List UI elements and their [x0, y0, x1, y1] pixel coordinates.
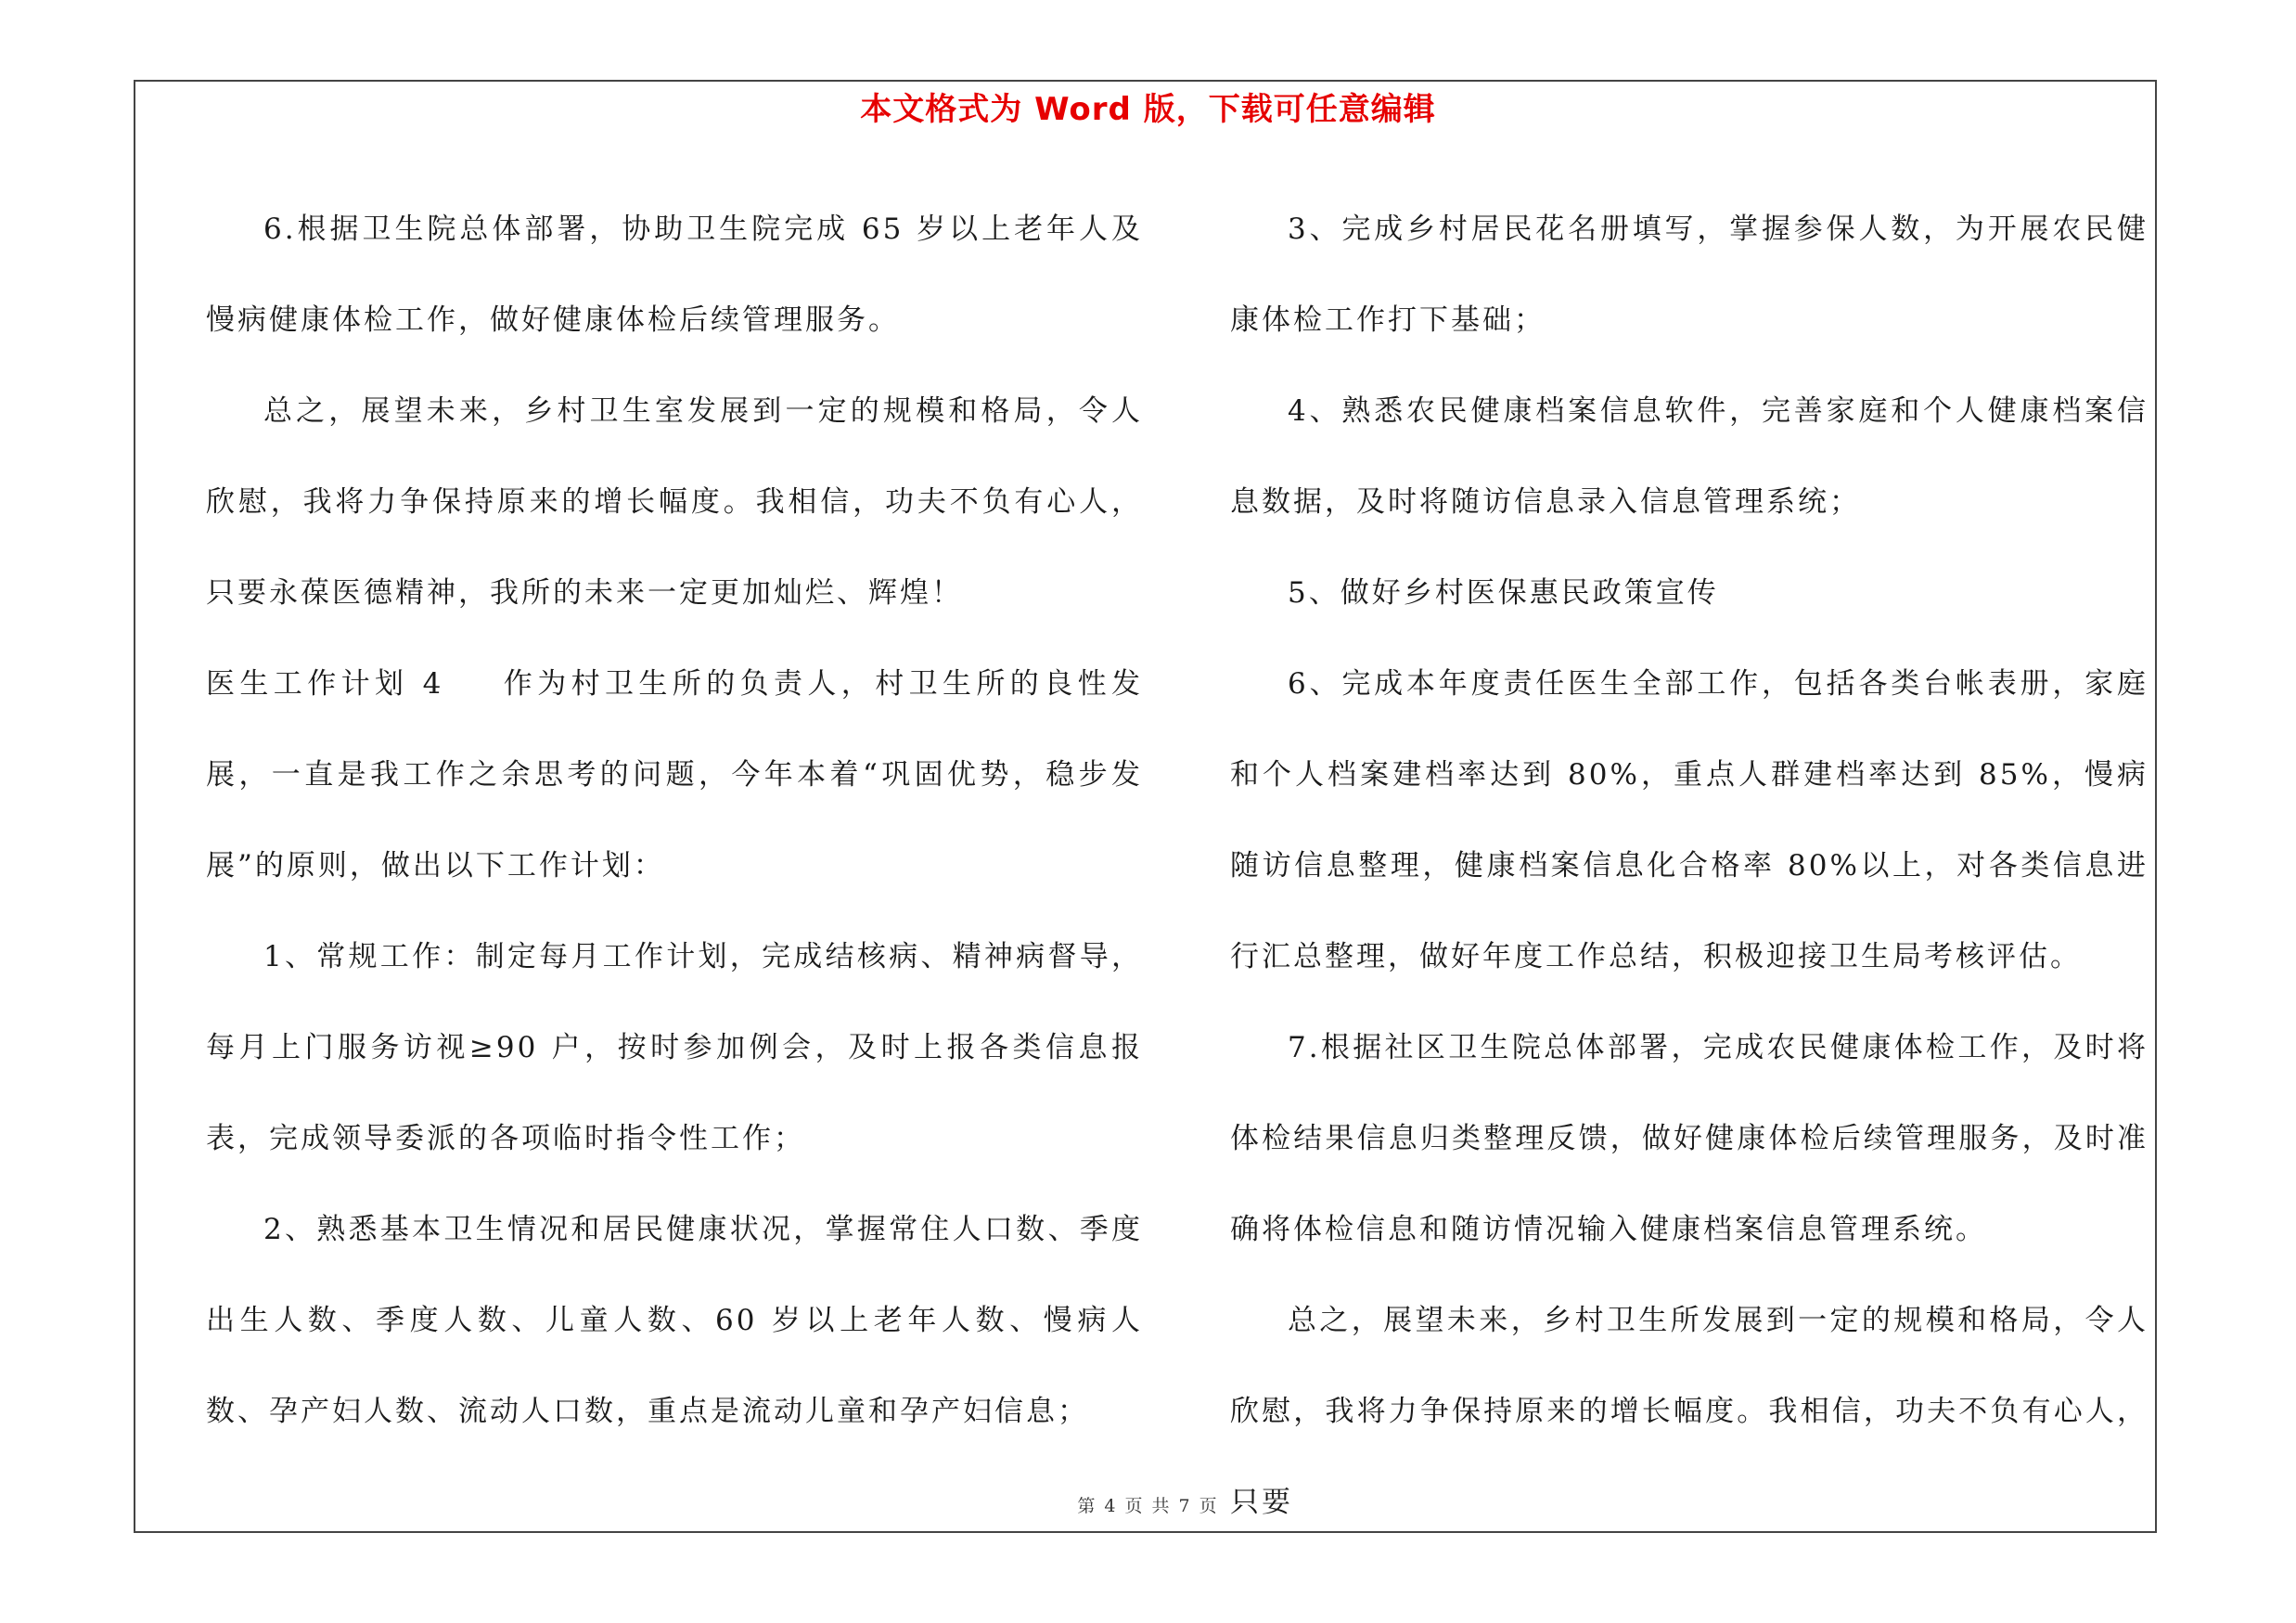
section-heading: 医生工作计划 4	[206, 667, 444, 701]
paragraph: 总之，展望未来，乡村卫生室发展到一定的规模和格局，令人欣慰，我将力争保持原来的增长幅度。我相信，功夫不负有心人，只要永葆医德精神，我所的未来一定更加灿烂、辉煌！	[206, 394, 1143, 610]
paragraph-with-heading	[206, 638, 1143, 911]
paragraph: 5、做好乡村医保惠民政策宣传	[1288, 576, 1719, 610]
format-banner: 本文格式为 Word 版，下载可任意编辑	[860, 91, 1436, 128]
paragraph: 6.根据卫生院总体部署，协助卫生院完成 65 岁以上老年人及慢病健康体检工作，做好健康体检后续管理服务。	[206, 213, 1143, 337]
paragraph: 4、熟悉农民健康档案信息软件，完善家庭和个人健康档案信息数据，及时将随访信息录入信息管理系统；	[1230, 394, 2148, 519]
paragraph: 6、完成本年度责任医生全部工作，包括各类台帐表册，家庭和个人档案建档率达到 80%，重点人群建档率达到 85%，慢病随访信息整理，健康档案信息化合格率 80%以上，对各类信息进行汇总整理，做好年度工作总结，积极迎接卫生局考核评估。	[1230, 667, 2148, 973]
right-column	[1230, 184, 2148, 1548]
paragraph-text: 作为村卫生所的负责人，村卫生所的良性发展，一直是我工作之余思考的问题，今年本着“巩固优势，稳步发展”的原则，做出以下工作计划：	[206, 667, 1144, 882]
left-column	[206, 184, 1143, 1457]
paragraph: 总之，展望未来，乡村卫生所发展到一定的规模和格局，令人欣慰，我将力争保持原来的增长幅度。我相信，功夫不负有心人，只要	[1230, 1304, 2148, 1519]
paragraph: 7.根据社区卫生院总体部署，完成农民健康体检工作，及时将体检结果信息归类整理反馈，做好健康体检后续管理服务，及时准确将体检信息和随访情况输入健康档案信息管理系统。	[1230, 1031, 2148, 1246]
paragraph: 1、常规工作：制定每月工作计划，完成结核病、精神病督导，每月上门服务访视≥90 户，按时参加例会，及时上报各类信息报表，完成领导委派的各项临时指令性工作；	[206, 940, 1143, 1155]
paragraph: 2、熟悉基本卫生情况和居民健康状况，掌握常住人口数、季度出生人数、季度人数、儿童人数、60 岁以上老年人数、慢病人数、孕产妇人数、流动人口数，重点是流动儿童和孕产妇信息；	[206, 1213, 1143, 1428]
page-number-footer: 第 4 页 共 7 页	[1077, 1496, 1219, 1516]
paragraph: 3、完成乡村居民花名册填写，掌握参保人数，为开展农民健康体检工作打下基础；	[1230, 213, 2148, 337]
